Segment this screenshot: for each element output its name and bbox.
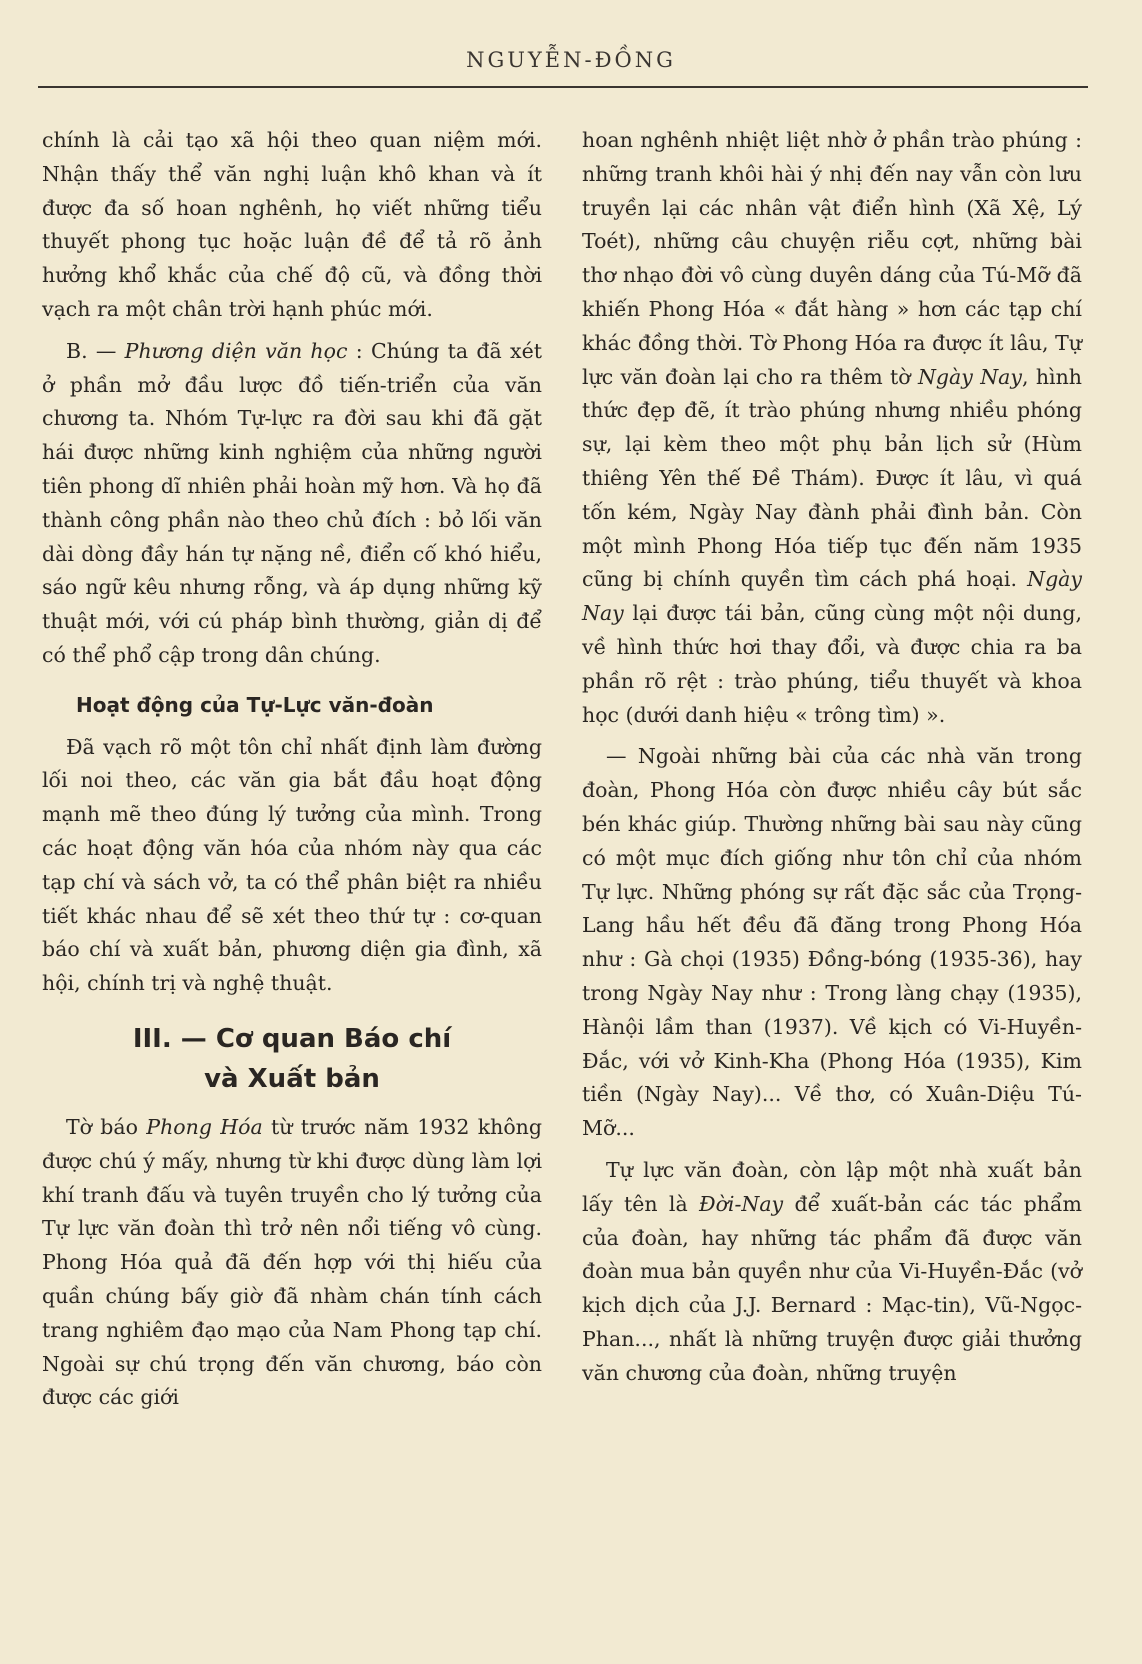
paragraph-text: Tờ báo (66, 1114, 147, 1139)
section-heading-line-2: và Xuất bản (204, 1063, 380, 1094)
paragraph: Đã vạch rõ một tôn chỉ nhất định làm đường lối noi theo, các văn gia bắt đầu hoạt động mạnh mẽ theo đúng lý tưởng của mình. Trong các hoạt động văn hóa của nhóm này qua các tạp chí và sách vở, ta có thể phân biệt ra nhiều tiết khác nhau để sẽ xét theo thứ tự : cơ-quan báo chí và xuất bản, phương diện gia đình, xã hội, chính trị và nghệ thuật. (42, 734, 542, 996)
subheading: Hoạt động của Tự-Lực văn-đoàn (76, 692, 434, 717)
paragraph-text: hoan nghênh nhiệt liệt nhờ ở phần trào phúng : những tranh khôi hài ý nhị đến nay vẫn còn lưu truyền lại các nhân vật điển hình (Xã Xệ, Lý Toét), những câu chuyện riễu cợt, những bài thơ nhạo đời vô cùng duyên dáng của Tú-Mỡ đã khiến Phong Hóa « đắt hàng » hơn các tạp chí khác đồng thời. Tờ Phong Hóa ra được ít lâu, Tự lực văn đoàn lại cho ra thêm tờ (582, 128, 1082, 389)
paragraph (582, 1154, 1082, 1391)
section-heading-line-1: III. — Cơ quan Báo chí (132, 1023, 452, 1054)
running-header: NGUYỄN-ĐỒNG (466, 48, 676, 72)
paragraph-text: , hình thức đẹp đẽ, ít trào phúng nhưng nhiều phóng sự, lại kèm theo một phụ bản lịch sử (Hùm thiêng Yên thế Đề Thám). Được ít lâu, vì quá tốn kém, Ngày Nay đành phải đình bản. Còn một mình Phong Hóa tiếp tục đến năm 1935 cũng bị chính quyền tìm cách phá hoại. (582, 364, 1082, 592)
paragraph: — Ngoài những bài của các nhà văn trong đoàn, Phong Hóa còn được nhiều cây bút sắc bén khác giúp. Thường những bài sau này cũng có một mục đích giống như tôn chỉ của nhóm Tự lực. Những phóng sự rất đặc sắc của Trọng-Lang hầu hết đều đã đăng trong Phong Hóa như : Gà chọi (1935) Đồng-bóng (1935-36), hay trong Ngày Nay như : Trong làng chạy (1935), Hànội lầm than (1937). Về kịch có Vi-Huyền-Đắc, với vở Kinh-Kha (Phong Hóa (1935), Kim tiền (Ngày Nay)... Về thơ, có Xuân-Diệu Tú-Mỡ... (582, 744, 1082, 1141)
italic-heading: Phương diện văn học (124, 338, 348, 363)
paragraph (582, 124, 1082, 732)
header-rule (38, 86, 1088, 88)
section-heading (42, 1019, 542, 1099)
paragraph-text: từ trước năm 1932 không được chú ý mấy, nhưng từ khi được dùng làm lợi khí tranh đấu và tuyên truyền cho lý tưởng của Tự lực văn đoàn thì trở nên nổi tiếng vô cùng. Phong Hóa quả đã đến hợp với thị hiếu của quần chúng bấy giờ đã nhàm chán tính cách trang nghiêm đạo mạo của Nam Phong tạp chí. Ngoài sự chú trọng đến văn chương, báo còn được các giới (42, 1114, 542, 1410)
italic-title: Ngày Nay (582, 567, 1082, 626)
italic-title: Đời-Nay (699, 1191, 784, 1216)
left-column (42, 124, 542, 1415)
paragraph: chính là cải tạo xã hội theo quan niệm mới. Nhận thấy thể văn nghị luận khô khan và ít được đa số hoan nghênh, họ viết những tiểu thuyết phong tục hoặc luận đề để tả rõ ảnh hưởng khổ khắc của chế độ cũ, và đồng thời vạch ra một chân trời hạnh phúc mới. (42, 128, 542, 321)
paragraph-text: lại được tái bản, cũng cùng một nội dung, về hình thức hơi thay đổi, và được chia ra ba phần rõ rệt : trào phúng, tiểu thuyết và khoa học (dưới danh hiệu « trông tìm) ». (582, 601, 1082, 727)
paragraph-text: để xuất-bản các tác phẩm của đoàn, hay những tác phẩm đã được văn đoàn mua bản quyền như của Vi-Huyền-Đắc (vở kịch dịch của J.J. Bernard : Mạc-tin), Vũ-Ngọc-Phan..., nhất là những truyện được giải thưởng văn chương của đoàn, những truyện (582, 1191, 1082, 1385)
italic-title: Ngày Nay (917, 364, 1022, 389)
right-column (582, 124, 1082, 1390)
section-label: B. — (66, 338, 125, 363)
italic-title: Phong Hóa (146, 1114, 263, 1139)
paragraph (42, 335, 542, 673)
paragraph-text: Tự lực văn đoàn, còn lập một nhà xuất bản lấy tên là (582, 1157, 1082, 1216)
paragraph-text: : Chúng ta đã xét ở phần mở đầu lược đồ tiến-triển của văn chương ta. Nhóm Tự-lực ra đời sau khi đã gặt hái được những kinh nghiệm của những người tiên phong dĩ nhiên phải hoàn mỹ hơn. Và họ đã thành công phần nào theo chủ đích : bỏ lối văn dài dòng đầy hán tự nặng nề, điển cố khó hiểu, sáo ngữ kêu nhưng rỗng, và áp dụng những kỹ thuật mới, với cú pháp bình thường, giản dị để có thể phổ cập trong dân chúng. (42, 338, 542, 667)
paragraph (42, 1111, 542, 1415)
